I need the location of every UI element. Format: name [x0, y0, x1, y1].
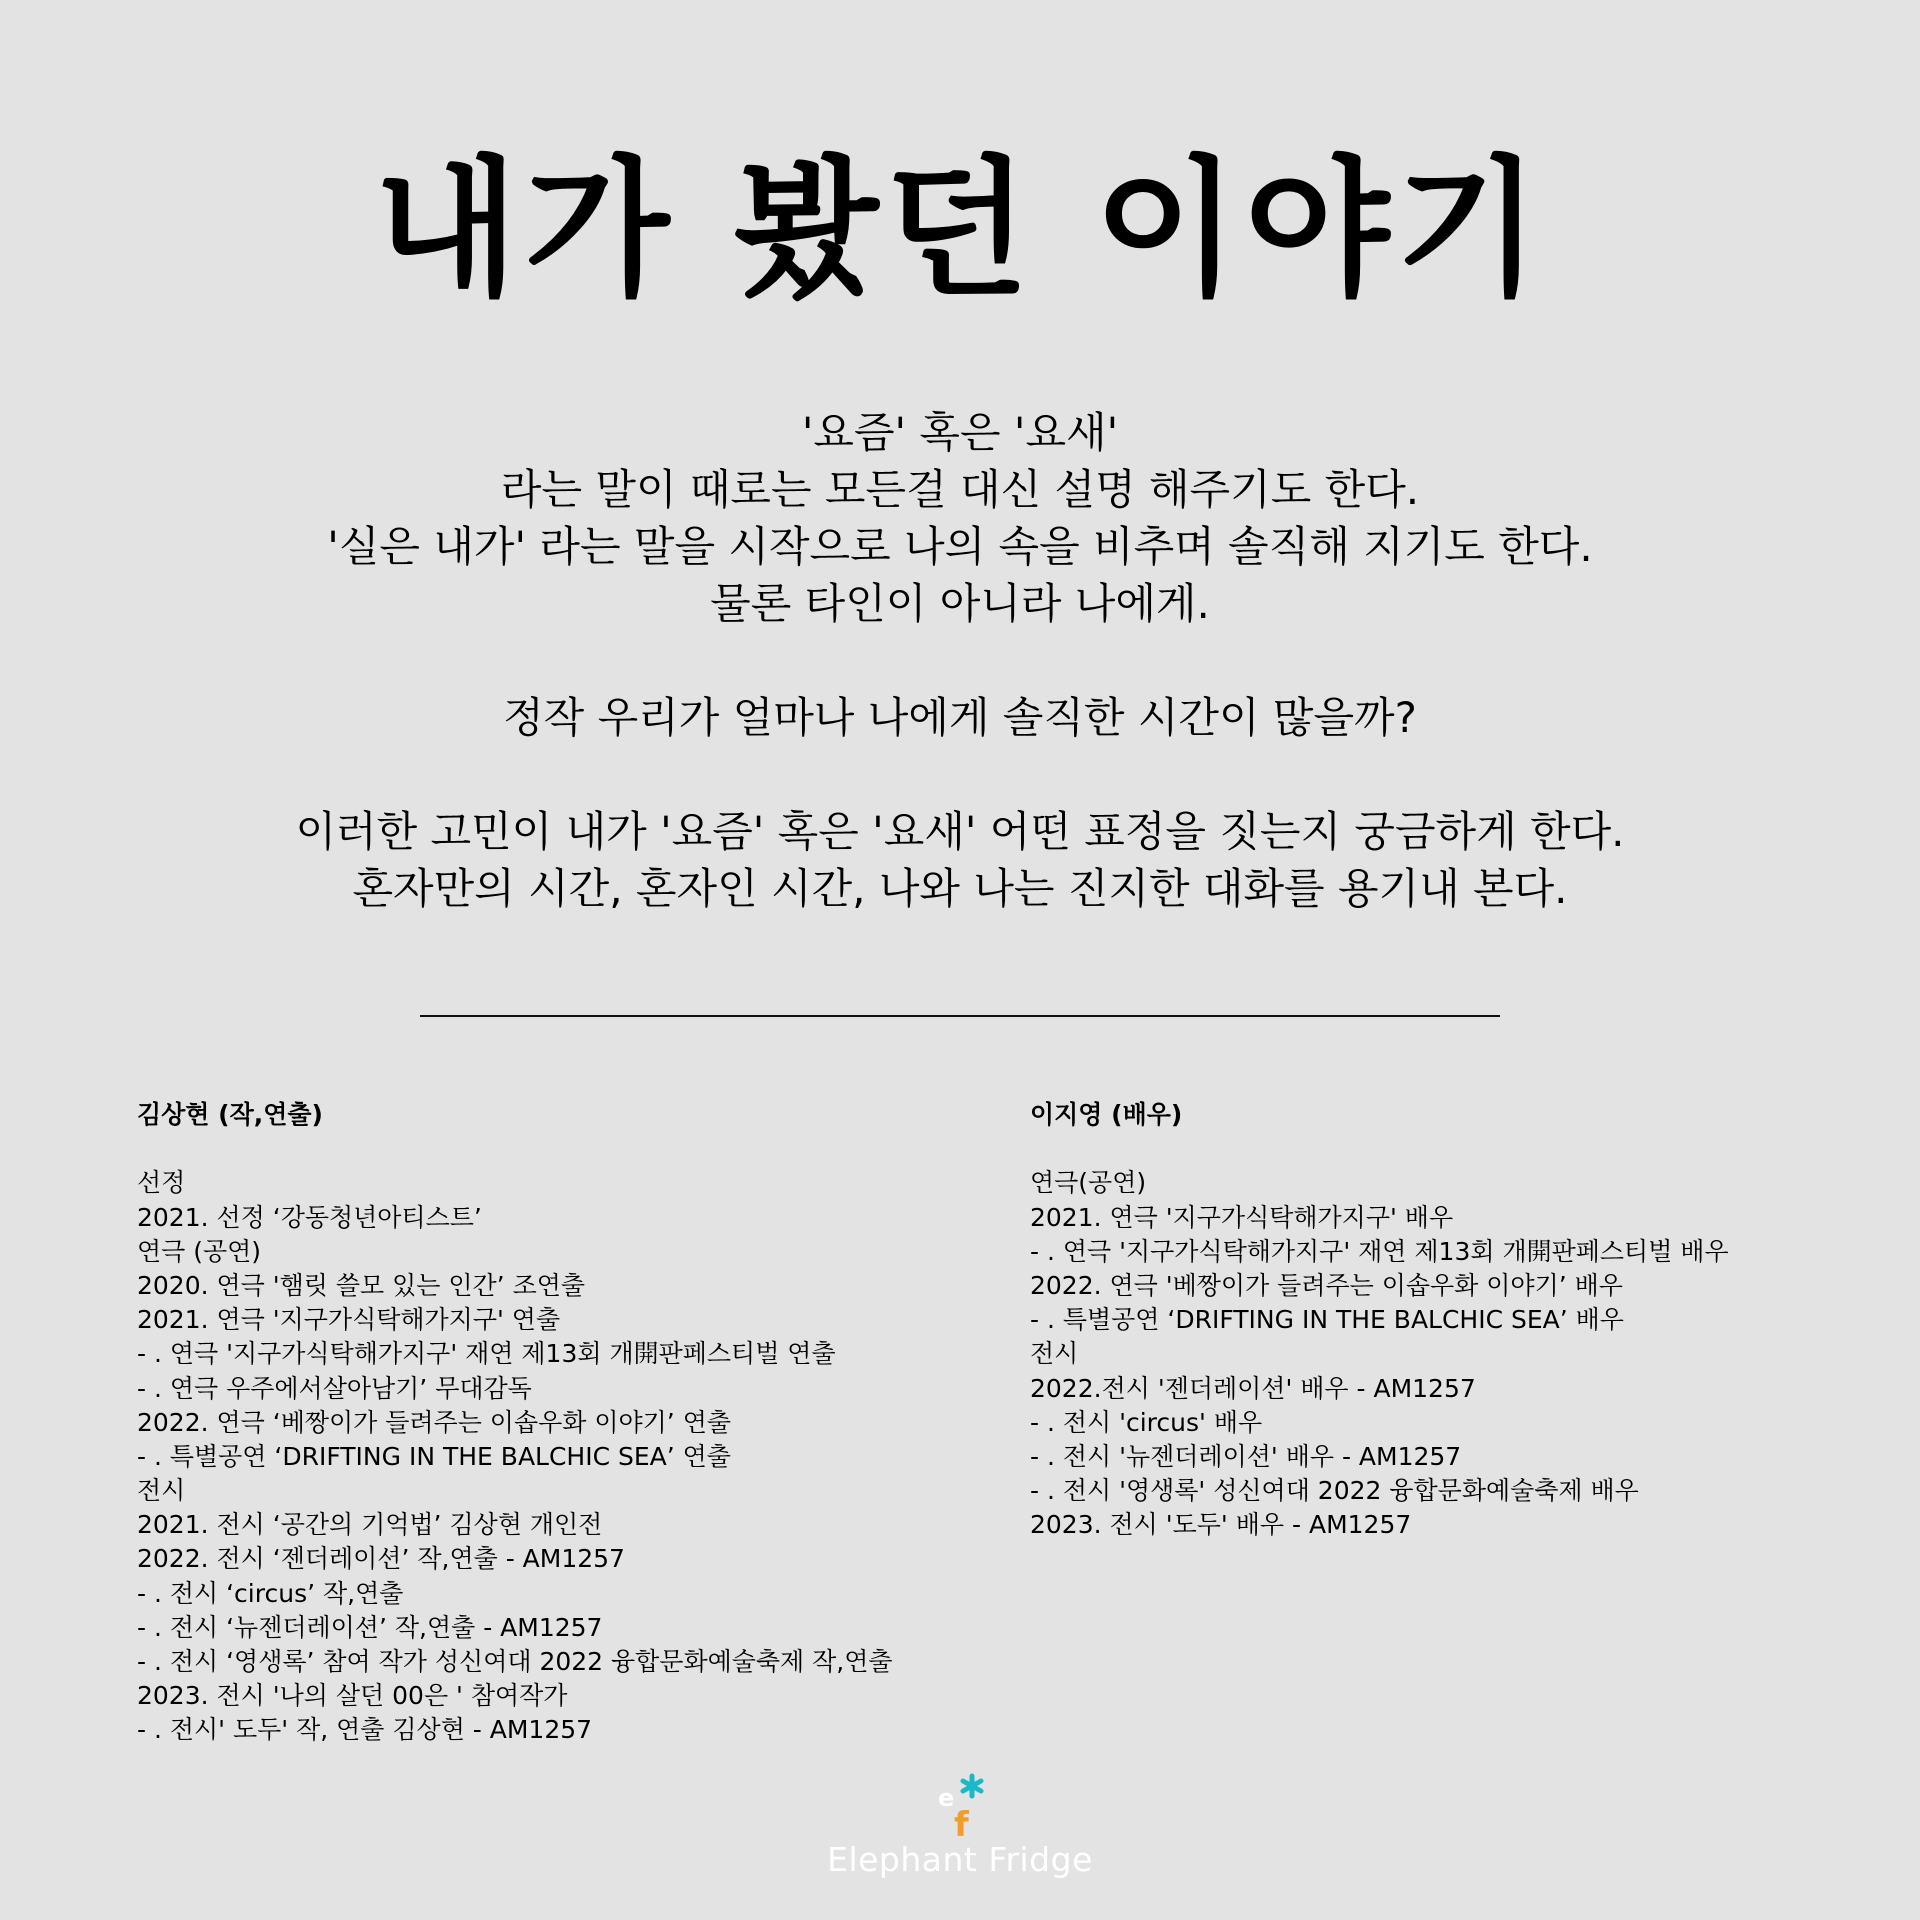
credit-section-heading: 선정: [137, 1168, 186, 1198]
intro-line: 정작 우리가 얼마나 나에게 솔직한 시간이 많을까?: [503, 693, 1417, 742]
credits-lee-jiyoung: [1030, 1098, 1890, 1542]
credit-section-heading: 연극(공연): [1030, 1168, 1147, 1198]
credit-line: - . 연극 '지구가식탁해가지구' 재연 제13회 개開판페스티벌 연출: [137, 1339, 836, 1369]
credit-line: 2022. 전시 ‘젠더레이션’ 작,연출 - AM1257: [137, 1544, 625, 1574]
credit-person-name: 이지영 (배우): [1030, 1100, 1183, 1129]
section-divider: [420, 1015, 1500, 1017]
page-title: 내가 봤던 이야기: [373, 143, 1547, 317]
intro-line: 물론 타인이 아니라 나에게.: [710, 579, 1210, 628]
elephant-fridge-logo: [760, 1770, 1160, 1890]
intro-blank-line: [160, 632, 1760, 689]
intro-line: '실은 내가' 라는 말을 시작으로 나의 속을 비추며 솔직해 지기도 한다.: [327, 522, 1593, 571]
credit-person-name: 김상현 (작,연출): [137, 1100, 323, 1129]
credit-line: 2021. 전시 ‘공간의 기억법’ 김상현 개인전: [137, 1510, 603, 1540]
logo-star-icon: [963, 1776, 981, 1796]
intro-line: 이러한 고민이 내가 '요즘' 혹은 '요새' 어떤 표정을 짓는지 궁금하게 한다.: [295, 807, 1625, 856]
credit-line: 2022. 연극 ‘베짱이가 들려주는 이솝우화 이야기’ 연출: [137, 1407, 731, 1437]
credit-line: 2023. 전시 '나의 살던 00은 ' 참여작가: [137, 1681, 568, 1711]
credit-line: 2023. 전시 '도두' 배우 - AM1257: [1030, 1510, 1412, 1540]
intro-line: '요즘' 혹은 '요새': [801, 408, 1119, 457]
credit-line: - . 전시' 도두' 작, 연출 김상현 - AM1257: [137, 1715, 593, 1745]
credit-section-heading: 연극 (공연): [137, 1236, 262, 1266]
credit-line: [137, 1132, 997, 1166]
credit-line: [1030, 1132, 1890, 1166]
logo-f-letter: f: [954, 1805, 969, 1840]
credit-line: - . 전시 ‘circus’ 작,연출: [137, 1578, 404, 1608]
intro-text: [160, 404, 1760, 917]
credit-line: 2021. 연극 '지구가식탁해가지구' 연출: [137, 1305, 561, 1335]
credit-line: 2022. 연극 '베짱이가 들려주는 이솝우화 이야기’ 배우: [1030, 1270, 1623, 1300]
credit-section-heading: 전시: [1030, 1339, 1079, 1369]
credit-line: - . 연극 우주에서살아남기’ 무대감독: [137, 1373, 532, 1403]
credit-line: - . 전시 ‘영생록’ 참여 작가 성신여대 2022 융합문화예술축제 작,연출: [137, 1647, 893, 1676]
credit-line: - . 전시 'circus' 배우: [1030, 1407, 1263, 1437]
intro-blank-line: [160, 746, 1760, 803]
credit-line: 2021. 연극 '지구가식탁해가지구' 배우: [1030, 1202, 1454, 1232]
intro-line: 라는 말이 때로는 모든걸 대신 설명 해주기도 한다.: [500, 465, 1420, 514]
credit-line: - . 전시 ‘뉴젠더레이션’ 작,연출 - AM1257: [137, 1612, 603, 1642]
credit-line: - . 특별공연 ‘DRIFTING IN THE BALCHIC SEA’ 연출: [137, 1441, 731, 1471]
credit-line: 2020. 연극 '햄릿 쓸모 있는 인간’ 조연출: [137, 1270, 586, 1300]
credit-line: 2022.전시 '젠더레이션' 배우 - AM1257: [1030, 1373, 1476, 1403]
intro-line: 혼자만의 시간, 혼자인 시간, 나와 나는 진지한 대화를 용기내 본다.: [352, 864, 1568, 913]
credit-line: - . 특별공연 ‘DRIFTING IN THE BALCHIC SEA’ 배우: [1030, 1305, 1624, 1335]
credit-line: - . 전시 '영생록' 성신여대 2022 융합문화예술축제 배우: [1030, 1476, 1639, 1506]
credit-section-heading: 전시: [137, 1476, 186, 1506]
credit-line: - . 연극 '지구가식탁해가지구' 재연 제13회 개開판페스티벌 배우: [1030, 1236, 1729, 1266]
credit-line: - . 전시 '뉴젠더레이션' 배우 - AM1257: [1030, 1441, 1462, 1471]
logo-text: Elephant Fridge: [827, 1840, 1093, 1879]
logo-e-letter: e: [938, 1784, 955, 1812]
credits-kim-sanghyun: [137, 1098, 997, 1748]
credit-line: 2021. 선정 ‘강동청년아티스트’: [137, 1202, 482, 1232]
ef-logo-mark-icon: [930, 1770, 990, 1840]
